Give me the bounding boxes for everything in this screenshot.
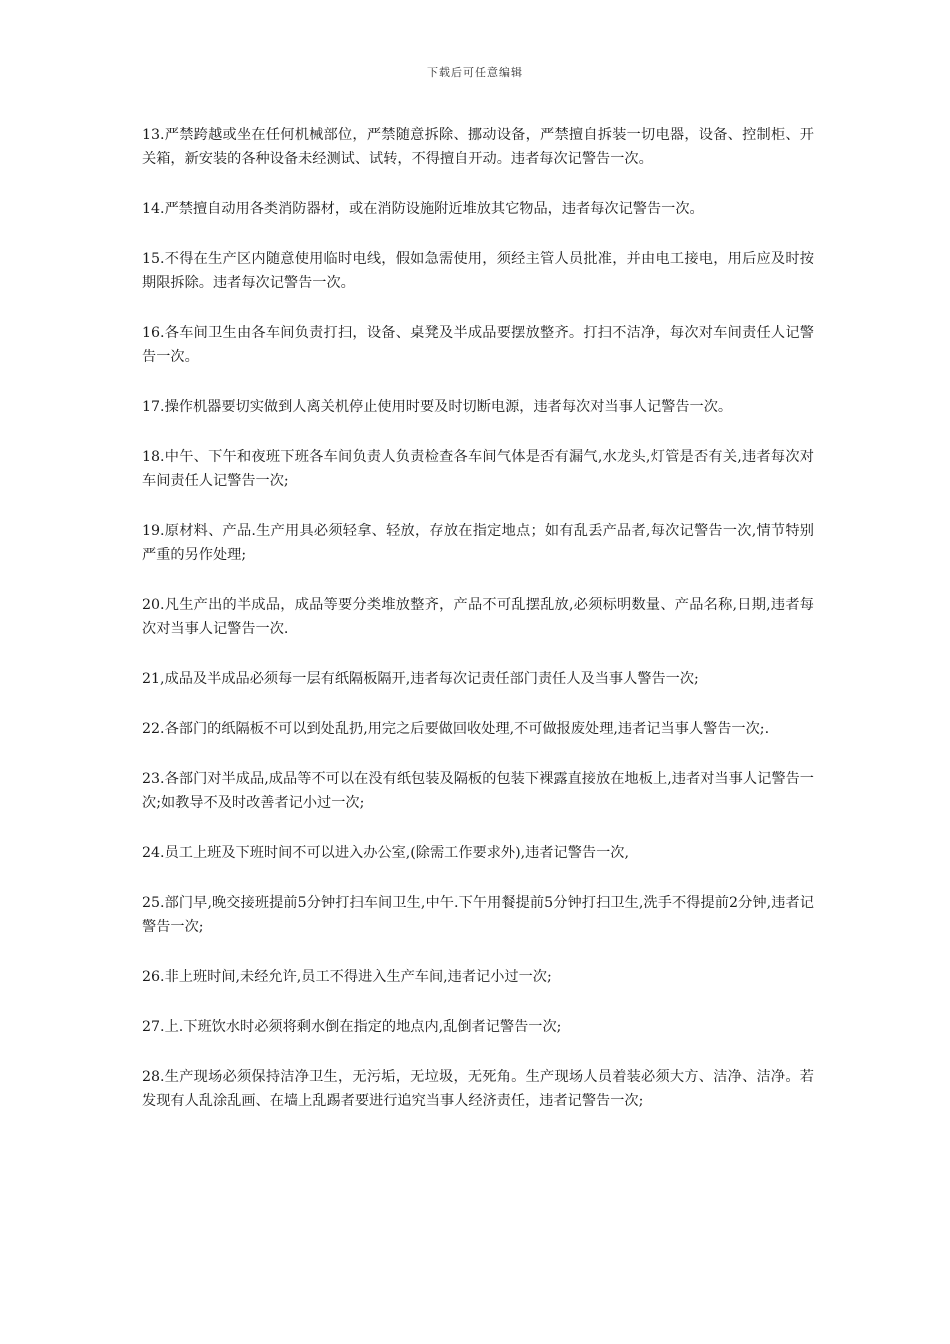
- clause-28: 28.生产现场必须保持洁净卫生，无污垢，无垃圾，无死角。生产现场人员着装必须大方、洁净、洁净。若发现有人乱涂乱画、在墙上乱踢者要进行追究当事人经济责任，违者记警告一次;: [142, 1069, 814, 1109]
- clause-13: 13.严禁跨越或坐在任何机械部位，严禁随意拆除、挪动设备，严禁擅自拆装一切电器，设备、控制柜、开关箱，新安装的各种设备未经测试、试转，不得擅自开动。违者每次记警告一次。: [142, 127, 814, 167]
- clause-27: 27.上.下班饮水时必须将剩水倒在指定的地点内,乱倒者记警告一次;: [142, 1019, 562, 1035]
- clause-21: 21,成品及半成品必须每一层有纸隔板隔开,违者每次记责任部门责任人及当事人警告一次;: [142, 671, 699, 687]
- clause-25: 25.部门早,晚交接班提前5分钟打扫车间卫生,中午.下午用餐提前5分钟打扫卫生,洗手不得提前2分钟,违者记警告一次;: [142, 895, 814, 935]
- clause-22: 22.各部门的纸隔板不可以到处乱扔,用完之后要做回收处理,不可做报废处理,违者记当事人警告一次;.: [142, 721, 770, 737]
- clause-20: 20.凡生产出的半成品，成品等要分类堆放整齐，产品不可乱摆乱放,必须标明数量、产品名称,日期,违者每次对当事人记警告一次.: [142, 597, 814, 637]
- clause-16: 16.各车间卫生由各车间负责打扫，设备、桌凳及半成品要摆放整齐。打扫不洁净，每次对车间责任人记警告一次。: [142, 325, 814, 365]
- clause-23: 23.各部门对半成品,成品等不可以在没有纸包装及隔板的包装下裸露直接放在地板上,违者对当事人记警告一次;如教导不及时改善者记小过一次;: [142, 771, 814, 811]
- clause-14: 14.严禁擅自动用各类消防器材，或在消防设施附近堆放其它物品，违者每次记警告一次。: [142, 201, 704, 217]
- document-body: [142, 123, 814, 1139]
- clause-18: 18.中午、下午和夜班下班各车间负责人负责检查各车间气体是否有漏气,水龙头,灯管是否有关,违者每次对车间责任人记警告一次;: [142, 449, 814, 489]
- clause-17: 17.操作机器要切实做到人离关机停止使用时要及时切断电源，违者每次对当事人记警告一次。: [142, 399, 733, 415]
- clause-26: 26.非上班时间,未经允许,员工不得进入生产车间,违者记小过一次;: [142, 969, 552, 985]
- clause-15: 15.不得在生产区内随意使用临时电线，假如急需使用，须经主管人员批准，并由电工接电，用后应及时按期限拆除。违者每次记警告一次。: [142, 251, 814, 291]
- page-header: 下载后可任意编辑: [427, 66, 523, 79]
- clause-19: 19.原材料、产品.生产用具必须轻拿、轻放，存放在指定地点；如有乱丢产品者,每次记警告一次,情节特别严重的另作处理;: [142, 523, 814, 563]
- clause-24: 24.员工上班及下班时间不可以进入办公室,(除需工作要求外),违者记警告一次,: [142, 845, 629, 861]
